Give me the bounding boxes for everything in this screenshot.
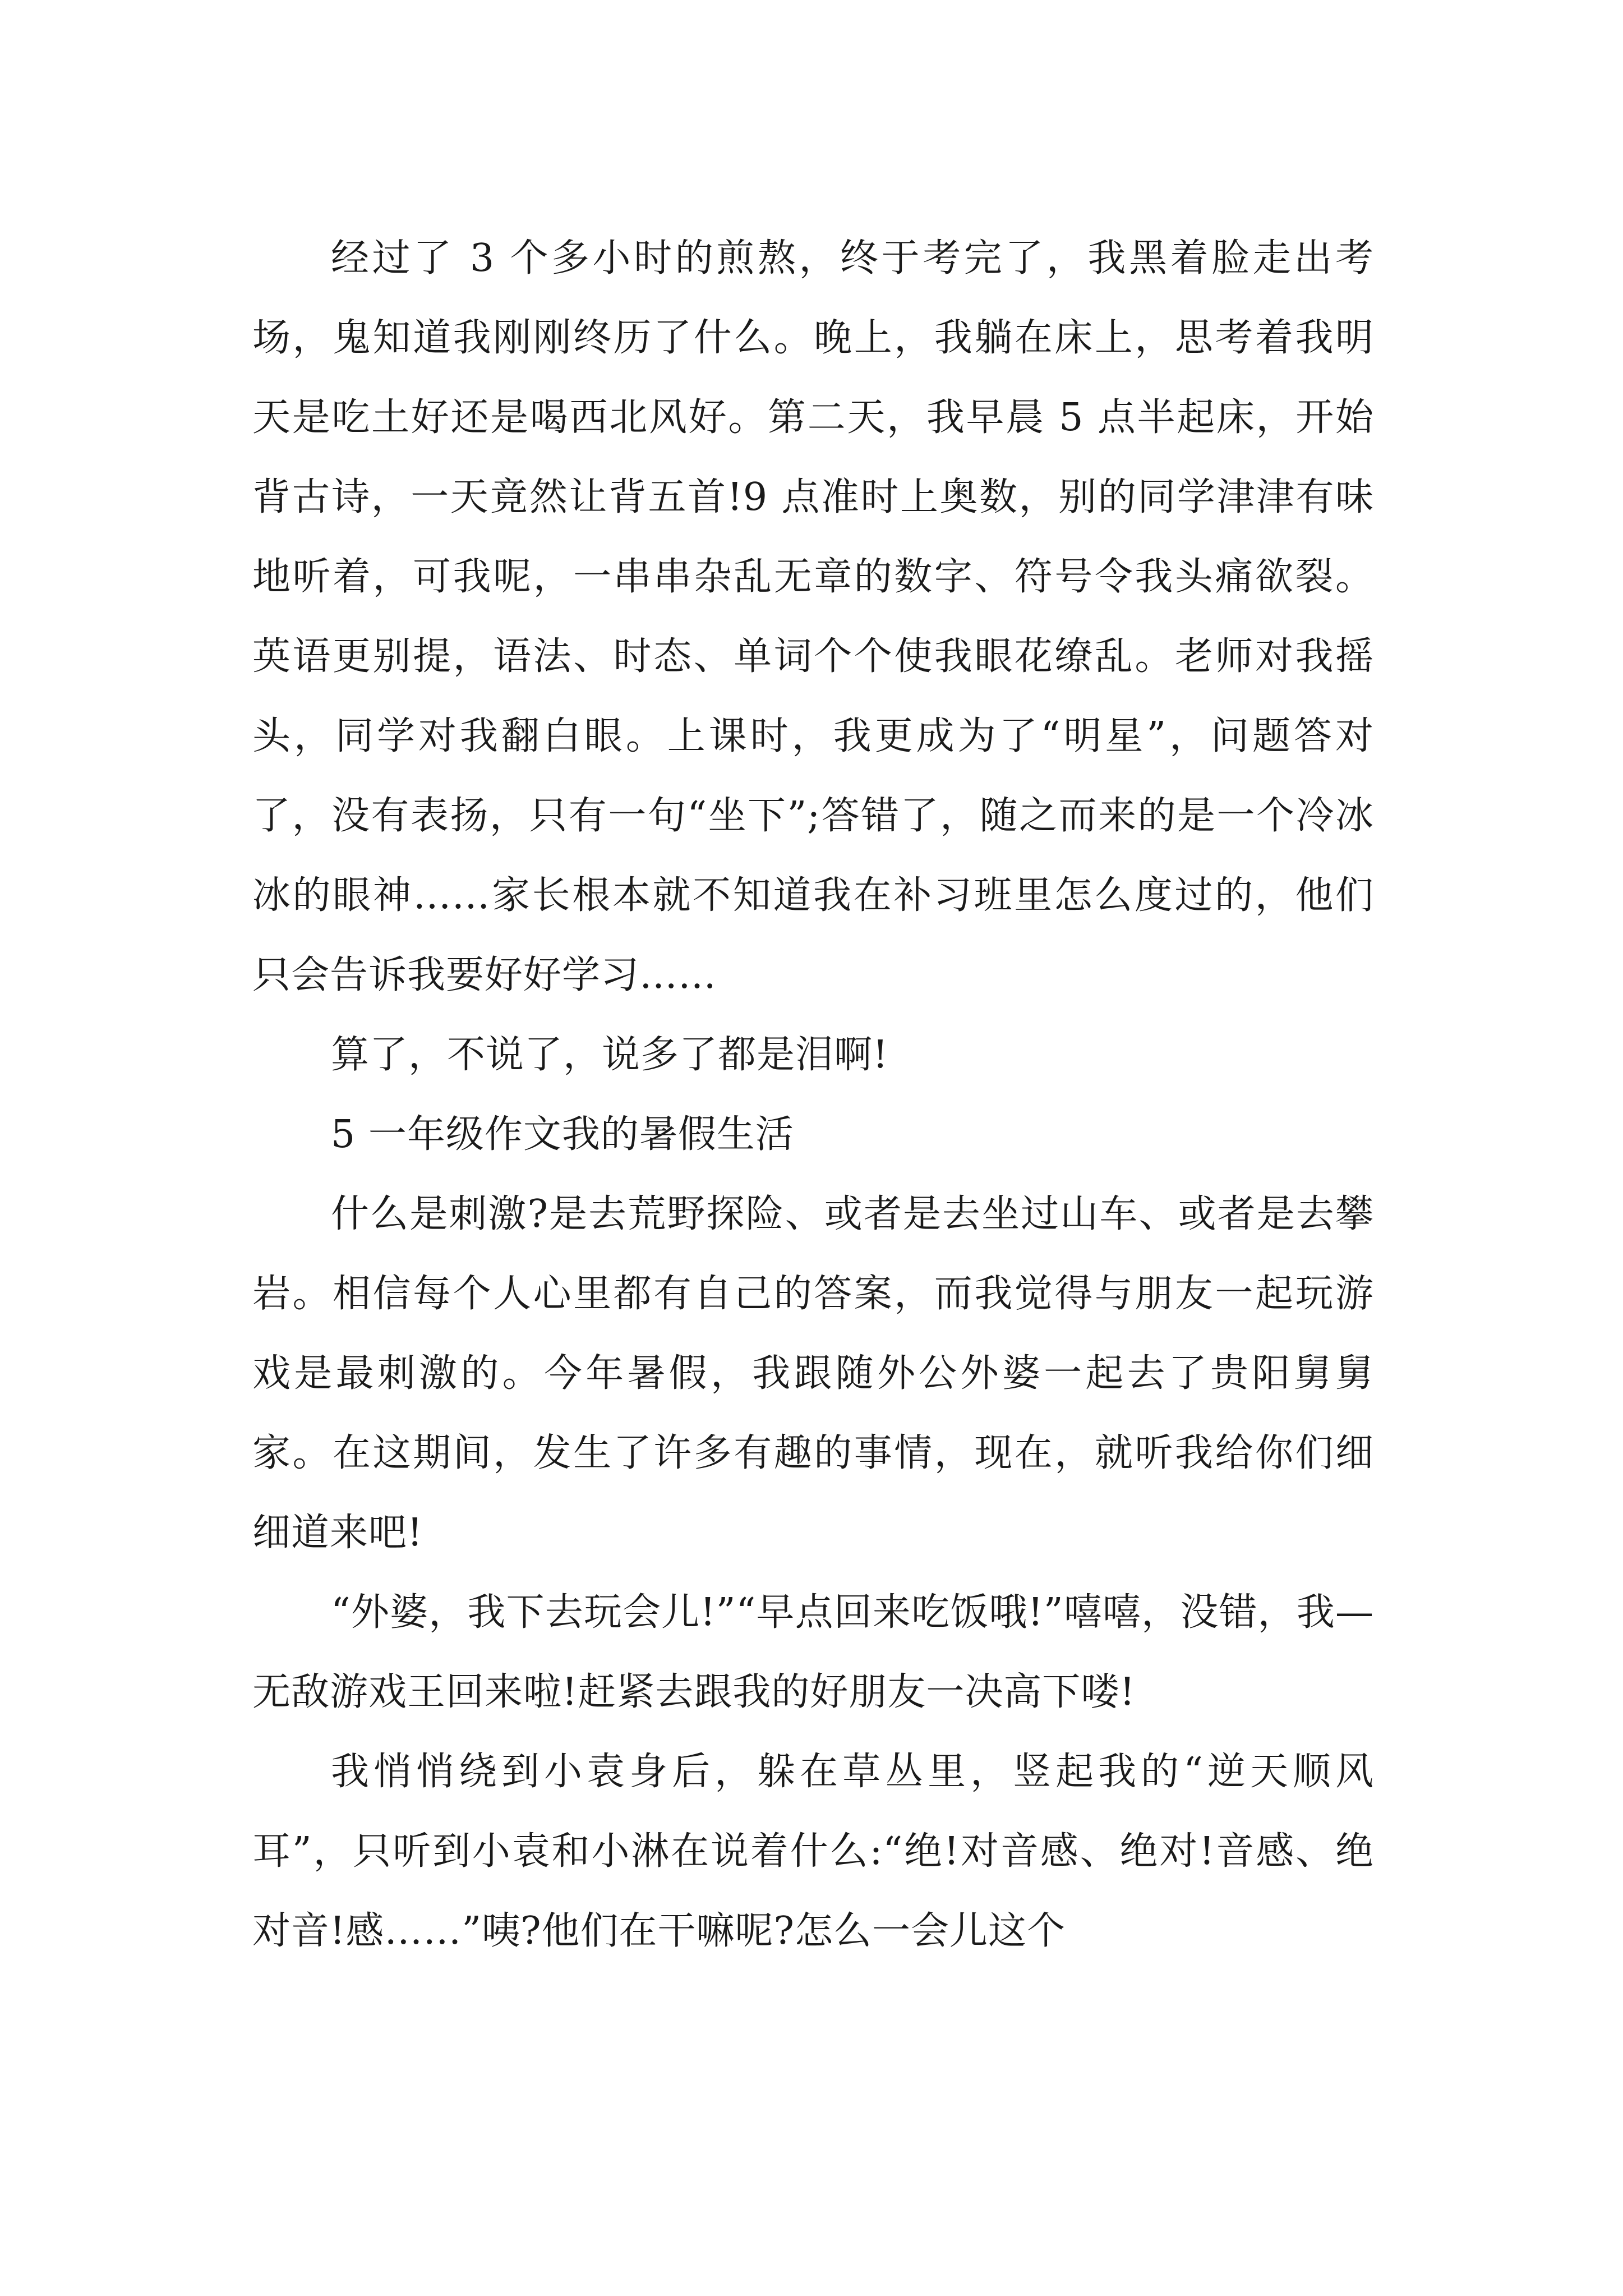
paragraph-eavesdropping: 我悄悄绕到小袁身后，躲在草丛里，竖起我的“逆天顺风耳”，只听到小袁和小淋在说着什么:“绝!对音感、绝对!音感、绝对音!感……”咦?他们在干嘛呢?怎么一会儿这个 xyxy=(252,1750,1374,1953)
paragraph-tears: 算了，不说了，说多了都是泪啊! xyxy=(331,1033,889,1077)
essay-heading: 5 一年级作文我的暑假生活 xyxy=(331,1112,794,1157)
paragraph-exam-and-tutoring: 经过了 3 个多小时的煎熬，终于考完了，我黑着脸走出考场，鬼知道我刚刚终历了什么。晚上，我躺在床上，思考着我明天是吃土好还是喝西北风好。第二天，我早晨 5 点半起床，开始背古诗，一天竟然让背五首!9 点准时上奥数，别的同学津津有味地听着，可我呢，一串串杂乱无章的数字、符号令我头痛欲裂。英语更别提，语法、时态、单词个个使我眼花缭乱。老师对我摇头，同学对我翻白眼。上课时，我更成为了“明星”，问题答对了，没有表扬，只有一句“坐下”;答错了，随之而来的是一个冷冰冰的眼神……家长根本就不知道我在补习班里怎么度过的，他们只会告诉我要好好学习…… xyxy=(252,236,1374,997)
paragraph-going-out-to-play: “外婆，我下去玩会儿!”“早点回来吃饭哦!”嘻嘻，没错，我—无敌游戏王回来啦!赶紧去跟我的好朋友一决高下喽! xyxy=(252,1590,1374,1714)
document-body xyxy=(252,219,1374,1971)
paragraph-what-is-exciting: 什么是刺激?是去荒野探险、或者是去坐过山车、或者是去攀岩。相信每个人心里都有自己的答案，而我觉得与朋友一起玩游戏是最刺激的。今年暑假，我跟随外公外婆一起去了贵阳舅舅家。在这期间，发生了许多有趣的事情，现在，就听我给你们细细道来吧! xyxy=(252,1192,1374,1555)
